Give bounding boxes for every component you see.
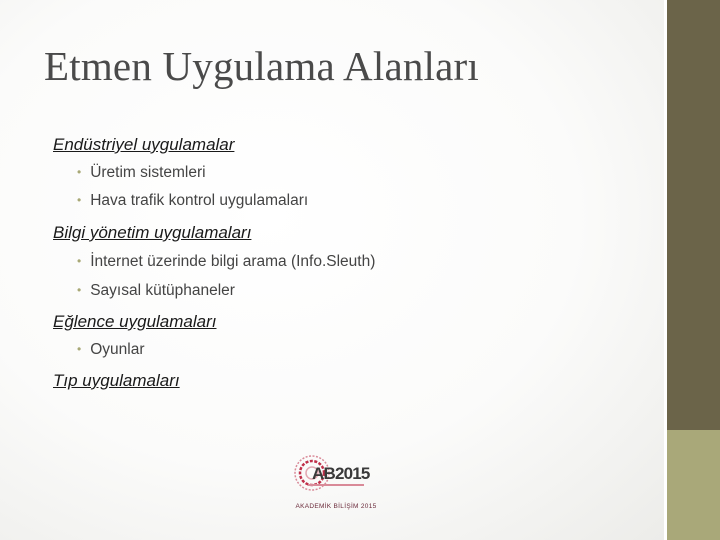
bullet-icon: • bbox=[77, 165, 82, 179]
section-heading-entertainment: Eğlence uygulamaları bbox=[53, 312, 217, 331]
bullet-icon: • bbox=[77, 193, 82, 207]
list-item bbox=[77, 164, 206, 182]
list-item-label: Sayısal kütüphaneler bbox=[90, 282, 235, 299]
logo-mark: AB2015 bbox=[312, 464, 370, 483]
side-band-light bbox=[667, 430, 720, 540]
slide-title: Etmen Uygulama Alanları bbox=[44, 43, 479, 89]
list-item bbox=[77, 341, 144, 359]
list-item bbox=[77, 253, 375, 271]
bullet-icon: • bbox=[77, 283, 82, 297]
section-heading-medicine: Tıp uygulamaları bbox=[53, 371, 180, 390]
logo-caption: AKADEMİK BİLİŞİM 2015 bbox=[295, 503, 377, 510]
list-item bbox=[77, 282, 235, 300]
bullet-icon: • bbox=[77, 342, 82, 356]
list-item-label: Hava trafik kontrol uygulamaları bbox=[90, 192, 309, 209]
list-item-label: İnternet üzerinde bilgi arama (Info.Sleuth) bbox=[90, 253, 376, 270]
list-item-label: Oyunlar bbox=[90, 341, 145, 358]
list-item-label: Üretim sistemleri bbox=[90, 164, 206, 181]
side-band-dark bbox=[667, 0, 720, 430]
bullet-icon: • bbox=[77, 254, 82, 268]
section-heading-industrial: Endüstriyel uygulamalar bbox=[53, 135, 235, 154]
list-item bbox=[77, 192, 308, 210]
section-heading-information: Bilgi yönetim uygulamaları bbox=[53, 223, 252, 242]
